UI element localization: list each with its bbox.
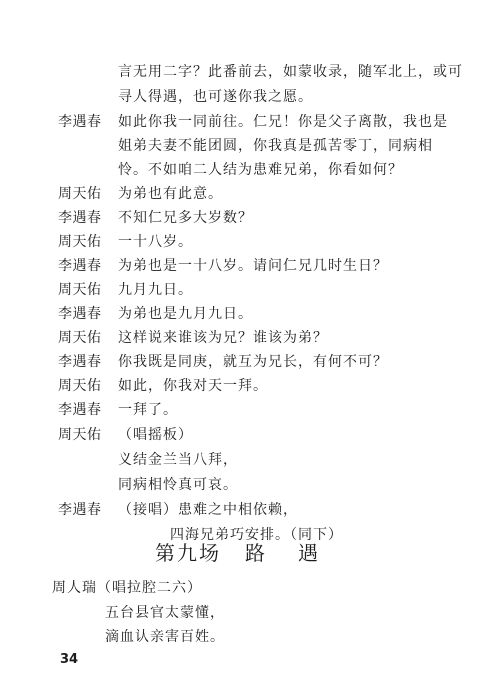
speaker-name: 李遇春 [58, 210, 102, 226]
scene-title-char: 遇 [298, 541, 320, 565]
speaker-name: 周天佑 [58, 427, 102, 443]
speaker-name: 周天佑 [58, 234, 102, 250]
dialogue-line: 这样说来谁该为兄？谁该为弟？ [118, 330, 328, 346]
sung-line: 五台县官太蒙懂， [105, 605, 225, 621]
dialogue-line: 姐弟夫妻不能团圆，你我真是孤苦零丁，同病相 [118, 138, 433, 154]
speaker-name: 李遇春 [58, 354, 102, 370]
dialogue-line: 九月九日。 [118, 282, 193, 298]
stage-direction: （唱摇板） [118, 427, 193, 443]
sung-line: 同病相怜真可哀。 [118, 477, 238, 493]
scene-number: 第九场 [155, 541, 221, 565]
dialogue-line: 如此你我一同前往。仁兄！你是父子离散，我也是 [118, 114, 448, 130]
speaker-name: 周天佑 [58, 186, 102, 202]
sung-line: 义结金兰当八拜， [118, 452, 238, 468]
page-number: 34 [60, 652, 79, 667]
speaker-name: 周天佑 [58, 330, 102, 346]
dialogue-line: 一拜了。 [118, 402, 178, 418]
dialogue-line: 怜。不如咱二人结为患难兄弟，你看如何？ [118, 162, 403, 178]
speaker-name: 周天佑 [58, 378, 102, 394]
dialogue-line: 不知仁兄多大岁数？ [118, 210, 253, 226]
dialogue-line: 如此，你我对天一拜。 [118, 378, 268, 394]
sung-line: （接唱）患难之中相依赖， [118, 502, 298, 518]
dialogue-line: 寻人得遇，也可遂你我之愿。 [118, 89, 313, 105]
dialogue-line: 一十八岁。 [118, 234, 193, 250]
speaker-name: 周天佑 [58, 282, 102, 298]
speaker-name: 李遇春 [58, 114, 102, 130]
dialogue-line: 为弟也是一十八岁。请问仁兄几时生日？ [118, 258, 388, 274]
sung-line: 四海兄弟巧安排。（同下） [170, 527, 343, 543]
sung-line: 滴血认亲害百姓。 [105, 629, 225, 645]
dialogue-line: 为弟也是九月九日。 [118, 306, 253, 322]
dialogue-line: 为弟也有此意。 [118, 186, 223, 202]
speaker-name: 李遇春 [58, 258, 102, 274]
speaker-name: 李遇春 [58, 402, 102, 418]
dialogue-line: 言无用二字？此番前去，如蒙收录，随军北上，或可 [118, 64, 463, 80]
speaker-name: 李遇春 [58, 502, 102, 518]
speaker-direction: 周人瑞（唱拉腔二六） [52, 580, 202, 596]
dialogue-line: 你我既是同庚，就互为兄长，有何不可？ [118, 354, 388, 370]
scene-title-char: 路 [245, 541, 267, 565]
speaker-name: 李遇春 [58, 306, 102, 322]
